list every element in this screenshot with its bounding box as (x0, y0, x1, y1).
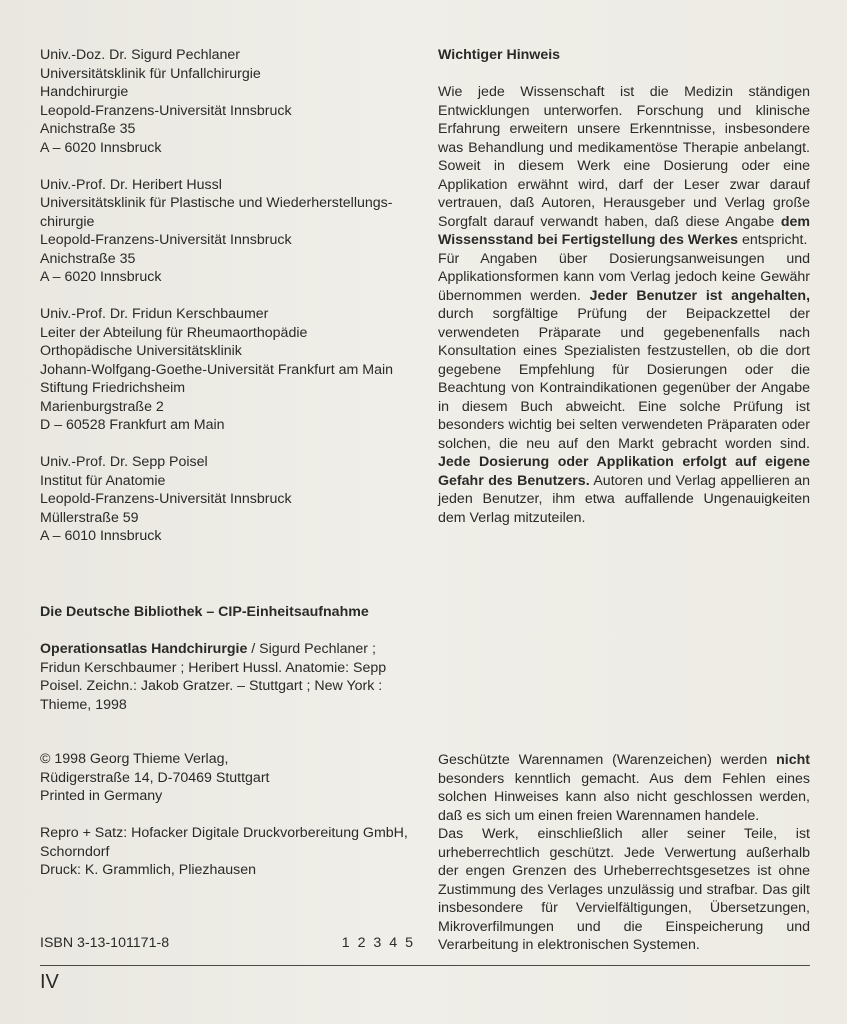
rights-notice (438, 751, 810, 955)
imprint (40, 750, 430, 880)
address-line: Universitätsklinik für Plastische und Wiederherstellungs- (40, 195, 393, 211)
address-block (40, 176, 430, 287)
rights-text: Geschützte Warennamen (Warenzeichen) werden (438, 752, 777, 768)
address-line: Univ.-Prof. Dr. Heribert Hussl (40, 176, 222, 193)
address-line: Univ.-Prof. Dr. Sepp Poisel (40, 454, 208, 470)
rights-emphasis: nicht (776, 752, 810, 768)
address-line: Stiftung Friedrichsheim (40, 380, 186, 396)
address-line: Leopold-Franzens-Universität Innsbruck (40, 491, 292, 507)
print-run-numbers: 1 2 3 4 5 (341, 935, 415, 951)
trademark-paragraph (438, 751, 810, 825)
address-block (40, 453, 430, 546)
notice-text: Für Angaben über Dosierungsanweisungen und Applikationsformen kann vom Verlag jedoch keine Gewähr übernommen werden. (438, 250, 810, 304)
address-line: Müllerstraße 59 (40, 509, 139, 526)
address-line: Anichstraße 35 (40, 250, 136, 267)
repro-line: Repro + Satz: Hofacker Digitale Druckvorbereitung GmbH, (40, 825, 408, 841)
repro-city: Schorndorf (40, 843, 110, 860)
notice-text: entspricht. (738, 232, 808, 248)
address-block (40, 46, 430, 157)
address-line: Leopold-Franzens-Universität Innsbruck (40, 102, 292, 119)
address-block (40, 305, 430, 435)
address-line: Marienburgstraße 2 (40, 398, 164, 415)
copyright-paragraph: Das Werk, einschließlich aller seiner Teile, ist urheberrechtlich geschützt. Jede Verwertung außerhalb der engen Grenzen des Urheberrechtsgesetzes ist ohne Zustimmung des Verlages unzulässig und strafbar. Das gilt insbesondere für Vervielfältigungen, Übersetzungen, Mikroverfilmungen und die Einspeicherung und Verarbeitung in elektronischen Systemen. (438, 826, 810, 953)
address-line: Univ.-Prof. Dr. Fridun Kerschbaumer (40, 306, 269, 322)
address-line: D – 60528 Frankfurt am Main (40, 417, 225, 433)
cip-record-text: / Sigurd Pechlaner ; Fridun Kerschbaumer ; Heribert Hussl. Anatomie: Sepp Poisel. Zeichn.: Jakob Gratzer. – Stuttgart ; New York : Thieme, 1998 (40, 641, 387, 713)
cip-book-title: Operationsatlas Handchirurgie (40, 641, 248, 657)
address-line: chirurgie (40, 213, 95, 230)
author-addresses (40, 46, 430, 564)
rights-text: besonders kenntlich gemacht. Aus dem Fehlen eines solchen Hinweises kann also nicht geschlossen werden, daß es sich um einen freien Warennamen handele. (438, 770, 810, 824)
address-line: Johann-Wolfgang-Goethe-Universität Frankfurt am Main (40, 361, 394, 378)
address-line: Universitätsklinik für Unfallchirurgie (40, 65, 261, 82)
notice-paragraph (438, 250, 810, 528)
notice-paragraph (438, 83, 810, 250)
isbn-row (40, 935, 415, 951)
copyright-line: © 1998 Georg Thieme Verlag, (40, 751, 229, 767)
page-number: IV (40, 971, 59, 993)
address-line: Univ.-Doz. Dr. Sigurd Pechlaner (40, 47, 241, 63)
address-line: A – 6020 Innsbruck (40, 139, 162, 156)
address-line: Leopold-Franzens-Universität Innsbruck (40, 232, 292, 248)
publisher-address: Rüdigerstraße 14, D-70469 Stuttgart (40, 769, 270, 786)
notice-text: Wie jede Wissenschaft ist die Medizin ständigen Entwicklungen unterworfen. Forschung und klinische Erfahrung erweitern unsere Erkenntnisse, insbesondere was Behandlung und medikamentöse Therapie anbelangt. Soweit in diesem Werk eine Dosierung oder eine Applikation erwähnt wird, darf der Leser zwar darauf vertrauen, daß Autoren, Herausgeber und Verlag große Sorgfalt darauf verwandt haben, daß diese Angabe (438, 84, 810, 230)
cip-record (40, 640, 412, 714)
address-line: Handchirurgie (40, 84, 129, 100)
address-line: A – 6010 Innsbruck (40, 528, 162, 544)
cip-entry (40, 603, 412, 714)
address-line: Institut für Anatomie (40, 472, 166, 489)
address-line: A – 6020 Innsbruck (40, 269, 162, 285)
notice-text: Autoren und Verlag appellieren an jeden Benutzer, ihm etwa auffallende Ungenauigkeiten dem Verlag mitzuteilen. (438, 472, 810, 526)
address-line: Orthopädische Universitätsklinik (40, 343, 242, 359)
cip-heading: Die Deutsche Bibliothek – CIP-Einheitsaufnahme (40, 604, 369, 620)
notice-text: durch sorgfältige Prüfung der Beipackzettel der verwendeten Präparate und gegebenenfalls nach Konsultation eines Spezialisten festzustellen, ob die dort gegebene Empfehlung für Dosierungen oder die Beachtung von Kontraindikationen gegenüber der Angabe in diesem Buch abweicht. Eine solche Prüfung ist besonders wichtig bei selten verwendeten Präparaten oder solchen, die neu auf den Markt gebracht worden sind. (438, 306, 810, 452)
printer-line: Druck: K. Grammlich, Pliezhausen (40, 862, 257, 878)
notice-emphasis: Jeder Benutzer ist angehalten, (589, 287, 811, 304)
important-notice (438, 46, 810, 527)
notice-emphasis: Jede Dosierung oder Applikation erfolgt auf eigene Gefahr des Benutzers. (438, 454, 810, 489)
address-line: Anichstraße 35 (40, 121, 136, 137)
notice-emphasis: dem Wissensstand bei Fertigstellung des Werkes (438, 213, 810, 248)
printed-in: Printed in Germany (40, 788, 163, 804)
notice-heading: Wichtiger Hinweis (438, 47, 561, 63)
isbn: ISBN 3-13-101171-8 (40, 935, 170, 951)
footer-rule (40, 965, 810, 966)
address-line: Leiter der Abteilung für Rheumaorthopädie (40, 324, 308, 341)
